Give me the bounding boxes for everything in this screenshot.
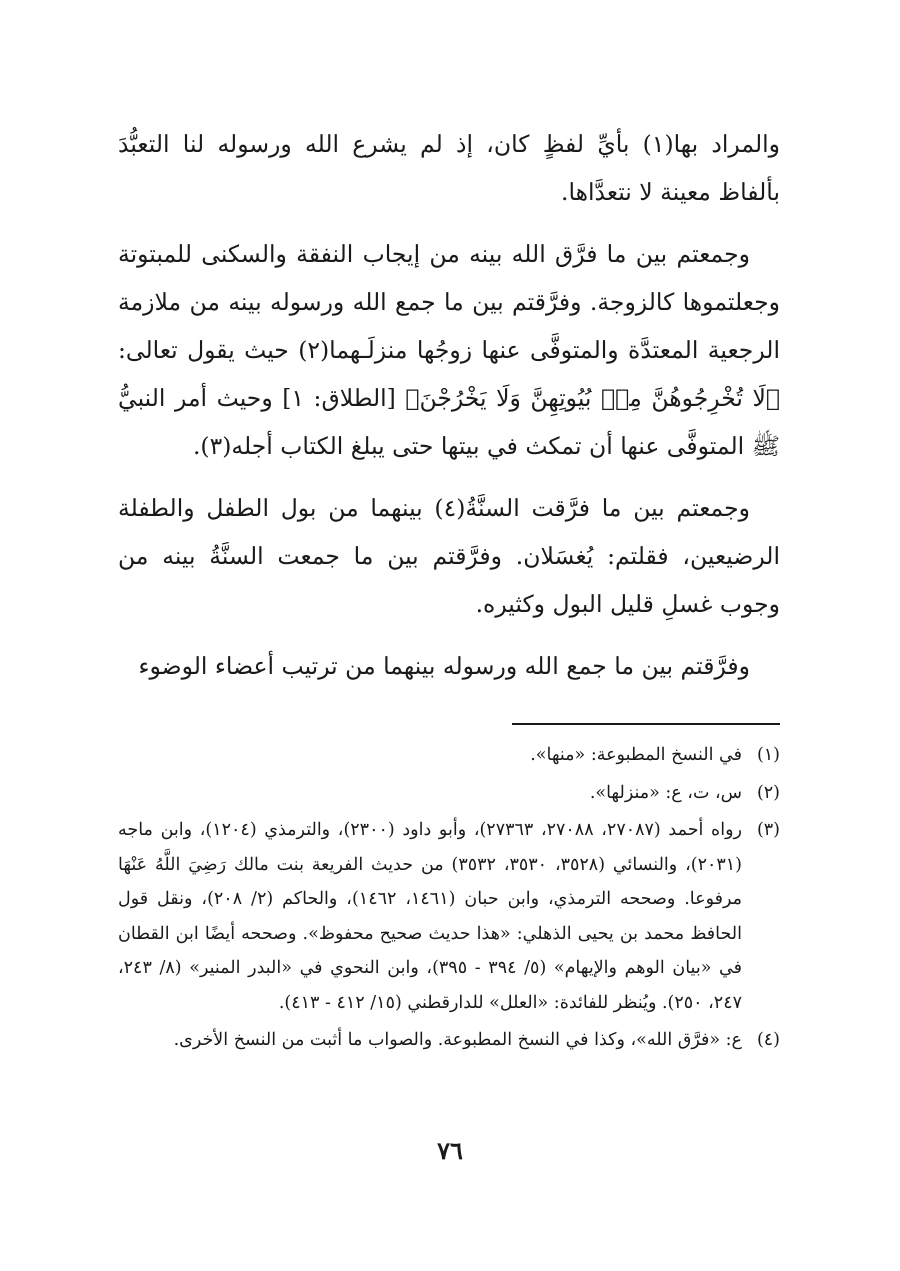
footnote-number: (٣) <box>756 820 780 840</box>
paragraph-1: والمراد بها(١) بأيِّ لفظٍ كان، إذ لم يشرع الله ورسوله لنا التعبُّدَ بألفاظ معينة لا نتعدَّاها. <box>118 130 780 206</box>
paragraph-4: وفرَّقتم بين ما جمع الله ورسوله بينهما من ترتيب أعضاء الوضوء <box>138 652 750 680</box>
footnote-2 <box>118 776 780 811</box>
footnote-divider <box>512 723 780 725</box>
footnote-1 <box>118 738 780 773</box>
footnote-number: (٤) <box>756 1030 780 1050</box>
footnotes <box>118 738 780 1061</box>
footnote-number: (١) <box>756 745 780 765</box>
paragraph-3: وجمعتم بين ما فرَّقت السنَّةُ(٤) بينهما من بول الطفل والطفلة الرضيعين، فقلتم: يُغسَلان. وفرَّقتم بين ما جمعت السنَّةُ بينه من وجوب غسلِ قليل البول وكثيره. <box>118 494 780 618</box>
footnote-text: رواه أحمد (٢٧٠٨٧، ٢٧٠٨٨، ٢٧٣٦٣)، وأبو داود (٢٣٠٠)، والترمذي (١٢٠٤)، وابن ماجه (٢٠٣١)، والنسائي (٣٥٢٨، ٣٥٣٠، ٣٥٣٢) من حديث الفريعة بنت مالك رَضِيَ اللَّهُ عَنْهَا مرفوعا. وصححه الترمذي، وابن حبان (١٤٦١، ١٤٦٢)، والحاكم (٢/ ٢٠٨)، ونقل قول الحافظ محمد بن يحيى الذهلي: «هذا حديث صحيح محفوظ». وصححه أيضًا ابن القطان في «بيان الوهم والإيهام» (٥/ ٣٩٤ - ٣٩٥)، وابن النحوي في «البدر المنير» (٨/ ٢٤٣، ٢٤٧، ٢٥٠). ويُنظر للفائدة: «العلل» للدارقطني (١٥/ ٤١٢ - ٤١٣). <box>118 820 742 1013</box>
footnote-3 <box>118 813 780 1020</box>
footnote-4 <box>118 1023 780 1058</box>
footnote-text: في النسخ المطبوعة: «منها». <box>530 745 742 765</box>
main-text <box>118 120 780 704</box>
paragraph-2: وجمعتم بين ما فرَّق الله بينه من إيجاب النفقة والسكنى للمبتوتة وجعلتموها كالزوجة. وفرَّقتم بين ما جمع الله ورسوله بينه من ملازمة الرجعية المعتدَّة والمتوفَّى عنها زوجُها منزلَـهما(٢) حيث يقول تعالى: ﴿لَا تُخْرِجُوهُنَّ مِنۢ بُيُوتِهِنَّ وَلَا يَخْرُجْنَ﴾ [الطلاق: ١] وحيث أمر النبيُّ ﷺ المتوفَّى عنها أن تمكث في بيتها حتى يبلغ الكتاب أجله(٣). <box>118 240 780 460</box>
footnote-text: ع: «فرَّق الله»، وكذا في النسخ المطبوعة. والصواب ما أثبت من النسخ الأخرى. <box>173 1030 742 1050</box>
footnote-text: س، ت، ع: «منزلها». <box>589 782 742 803</box>
footnote-number: (٢) <box>756 782 780 803</box>
page-number: ٧٦ <box>437 1136 463 1165</box>
